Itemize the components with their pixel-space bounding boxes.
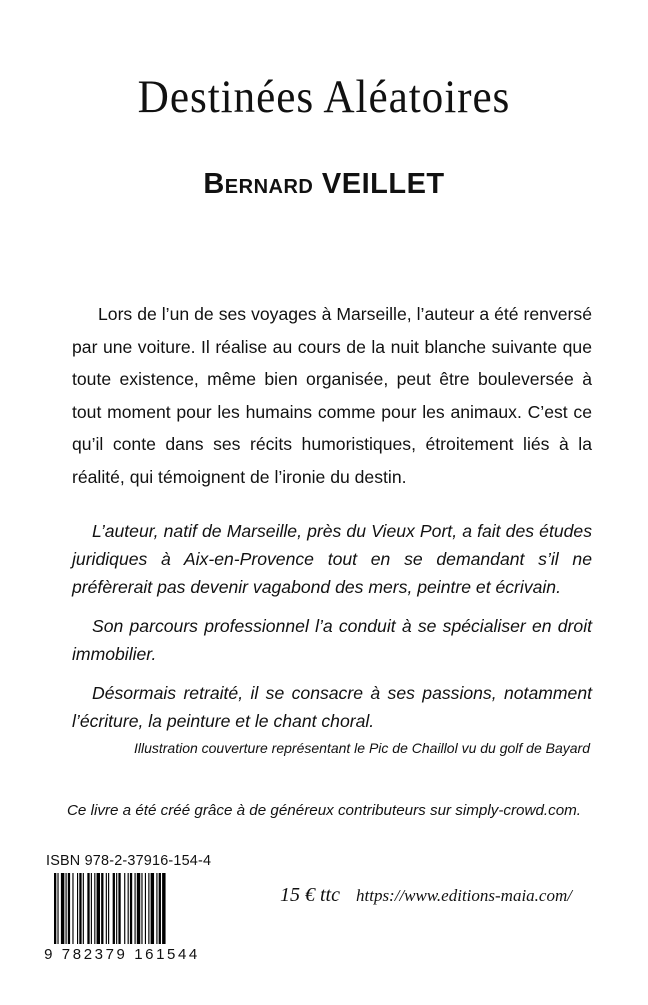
synopsis-paragraph: Lors de l’un de ses voyages à Marseille, l’auteur a été renversé par une voiture. Il réalise au cours de la nuit blanche suivante que toute existence, même bien organisée, peut être bouleversée à tout moment pour les humains comme pour les animaux. C’est ce qu’il conte dans ses récits humoristiques, étroitement liés à la réalité, qui témoignent de l’ironie du destin. <box>72 304 592 487</box>
book-title: Destinées Aléatoires <box>137 71 511 123</box>
author-bio <box>72 517 592 746</box>
bio-paragraph: L’auteur, natif de Marseille, près du Vieux Port, a fait des études juridiques à Aix-en-Provence tout en se demandant s’il ne préfèrerait pas devenir vagabond des mers, peintre et écrivain. <box>72 521 592 597</box>
isbn-label: ISBN 978-2-37916-154-4 <box>46 853 212 869</box>
price-label: 15 € ttc <box>280 884 340 906</box>
author-name: Bernard VEILLET <box>203 168 445 200</box>
illustration-credit: Illustration couverture représentant le Pic de Chaillol vu du golf de Bayard <box>133 740 590 756</box>
crowdfunding-note: Ce livre a été créé grâce à de généreux contributeurs sur simply-crowd.com. <box>66 802 582 819</box>
bio-paragraph: Désormais retraité, il se consacre à ses passions, notamment l’écriture, la peinture et le chant choral. <box>72 683 592 731</box>
barcode-digits: 9 782379 161544 <box>42 944 202 966</box>
publisher-url[interactable]: https://www.editions-maia.com/ <box>356 886 572 905</box>
bio-paragraph: Son parcours professionnel l’a conduit à se spécialiser en droit immobilier. <box>72 616 592 664</box>
